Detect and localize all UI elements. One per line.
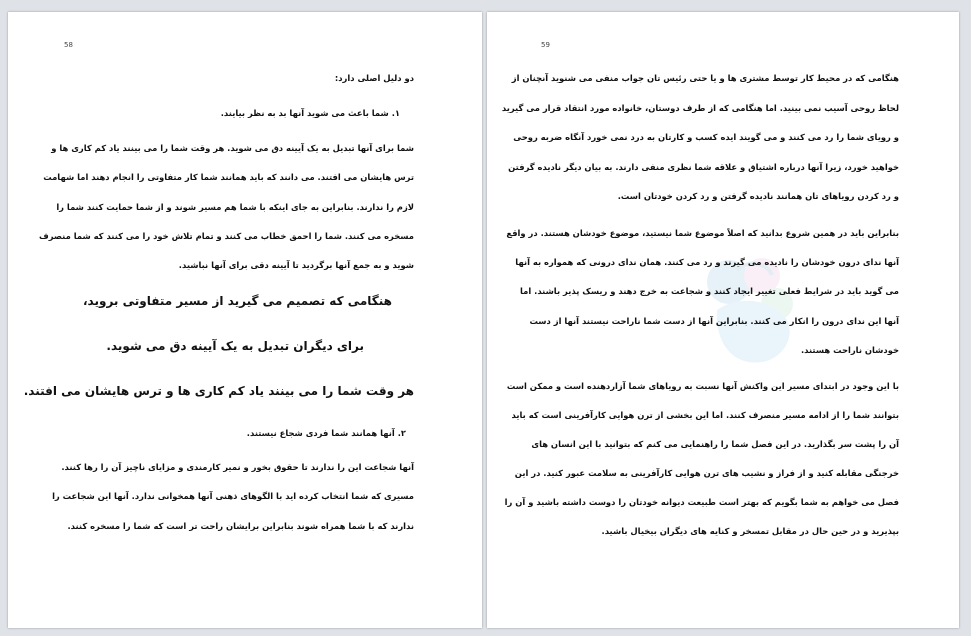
page-58 <box>8 12 482 628</box>
paragraph-line: و رد کردن رویاهای تان همانند نادیده گرفتن و رد کردن خودتان است. <box>617 191 899 201</box>
paragraph-line: بنابراین باید در همین شروع بدانید که اصلاً موضوع شما نیستید، موضوع خودشان هستند. در واقع <box>506 228 899 238</box>
paragraph-line: ندارند که با شما همراه شوند بنابراین برایشان راحت تر است که شما را مسخره کنند. <box>67 521 414 531</box>
paragraph-line: آنها ندای درون خودشان را نادیده می گیرند و رد می کنند. همان ندای درونی که همواره به آنها <box>515 257 899 267</box>
paragraph-line: آنها این ندای درون را انکار می کنند. بنابراین آنها از دست شما ناراحت نیستند آنها از دست <box>529 316 899 326</box>
quote-line: هنگامی که تصمیم می گیرید از مسیر متفاوتی بروید، <box>82 294 392 308</box>
paragraph-line: مسیری که شما انتخاب کرده اید با الگوهای ذهنی آنها همخوانی ندارد. آنها این شجاعت را <box>52 491 414 501</box>
paragraph-line: آن را پشت سر بگذارید. در این فصل شما را راهنمایی می کنم که بتوانید با این انسان های <box>531 439 899 449</box>
paragraph-line: ترس هایشان می افتند. می دانند که باید همانند شما کار متفاوتی را انجام دهند اما شهامت <box>43 172 414 182</box>
quote-line: برای دیگران تبدیل به یک آیینه دق می شوید. <box>106 339 364 353</box>
paragraph-line: لحاظ روحی آسیب نمی بینید. اما هنگامی که از طرف دوستان، خانواده مورد انتقاد قرار می گیرید <box>501 103 899 113</box>
paragraph-line: و رویای شما را رد می کنند و می گویند ایده کسب و کارتان به درد نمی خورد آنگاه ضربه روحی <box>513 132 899 142</box>
paragraph-line: می گوید باید در شرایط فعلی تغییر ایجاد کنند و شجاعت به خرج دهند و ریسک پذیر باشند. اما <box>520 286 899 296</box>
paragraph-line: شما برای آنها تبدیل به یک آیینه دق می شوید. هر وقت شما را می بینند یاد کم کاری ها و <box>51 143 414 153</box>
paragraph-line: آنها شجاعت این را ندارند تا حقوق بخور و نمیر کارمندی و مزایای ناچیز آن را رها کنند. <box>61 462 414 472</box>
paragraph-line: شوید و به جمع آنها برگردید تا آیینه دقی برای آنها نباشید. <box>178 260 414 270</box>
paragraph-line: بپذیرید و در حین حال در مقابل تمسخر و کنایه های دیگران بیخیال باشید. <box>601 526 899 536</box>
reason-2-heading: ٢. آنها همانند شما فردی شجاع نیستند. <box>246 428 406 438</box>
paragraph-line: بتوانند شما را از ادامه مسیر منصرف کنند. اما این بخشی از ترن هوایی کارآفرینی است که باید <box>511 410 899 420</box>
paragraph-line: هنگامی که در محیط کار توسط مشتری ها و یا حتی رئیس تان جواب منفی می شنوید آنچنان از <box>511 73 899 83</box>
paragraph-line: لازم را ندارند. بنابراین به جای اینکه با شما هم مسیر شوند و از شما حمایت کنند شما را <box>56 202 414 212</box>
paragraph-line: فصل می خواهم به شما بگویم که بهتر است طبیعت دیوانه خودتان را دوست داشته باشید و آن را <box>504 497 899 507</box>
paragraph-line: با این وجود در ابتدای مسیر این واکنش آنها نسبت به رویاهای شما آزاردهنده است و ممکن است <box>506 381 899 391</box>
paragraph-line: خرجنگی مقابله کنید و از فراز و نشیب های ترن هوایی کارآفرینی به سلامت عبور کنید. در این <box>514 468 899 478</box>
paragraph-line: خودشان ناراحت هستند. <box>800 345 899 355</box>
paragraph-line: خواهید خورد، زیرا آنها درباره اشتیاق و علاقه شما نظری منفی دارند. به بیان دیگر نادیده گرفتن <box>508 162 899 172</box>
paragraph-line: مسخره می کنند. شما را احمق خطاب می کنند و تمام تلاش خود را می کنند که شما منصرف <box>38 231 414 241</box>
page-number: 59 <box>541 41 550 49</box>
page-number: 58 <box>64 41 73 49</box>
page-59 <box>487 12 959 628</box>
intro-line: دو دلیل اصلی دارد: <box>334 73 414 83</box>
reason-1-heading: ١. شما باعث می شوید آنها بد به نظر بیایند. <box>220 108 400 118</box>
quote-line: هر وقت شما را می بینند یاد کم کاری ها و ترس هایشان می افتند. <box>23 384 414 398</box>
page-59-body <box>501 66 899 546</box>
page-58-body <box>23 66 414 546</box>
